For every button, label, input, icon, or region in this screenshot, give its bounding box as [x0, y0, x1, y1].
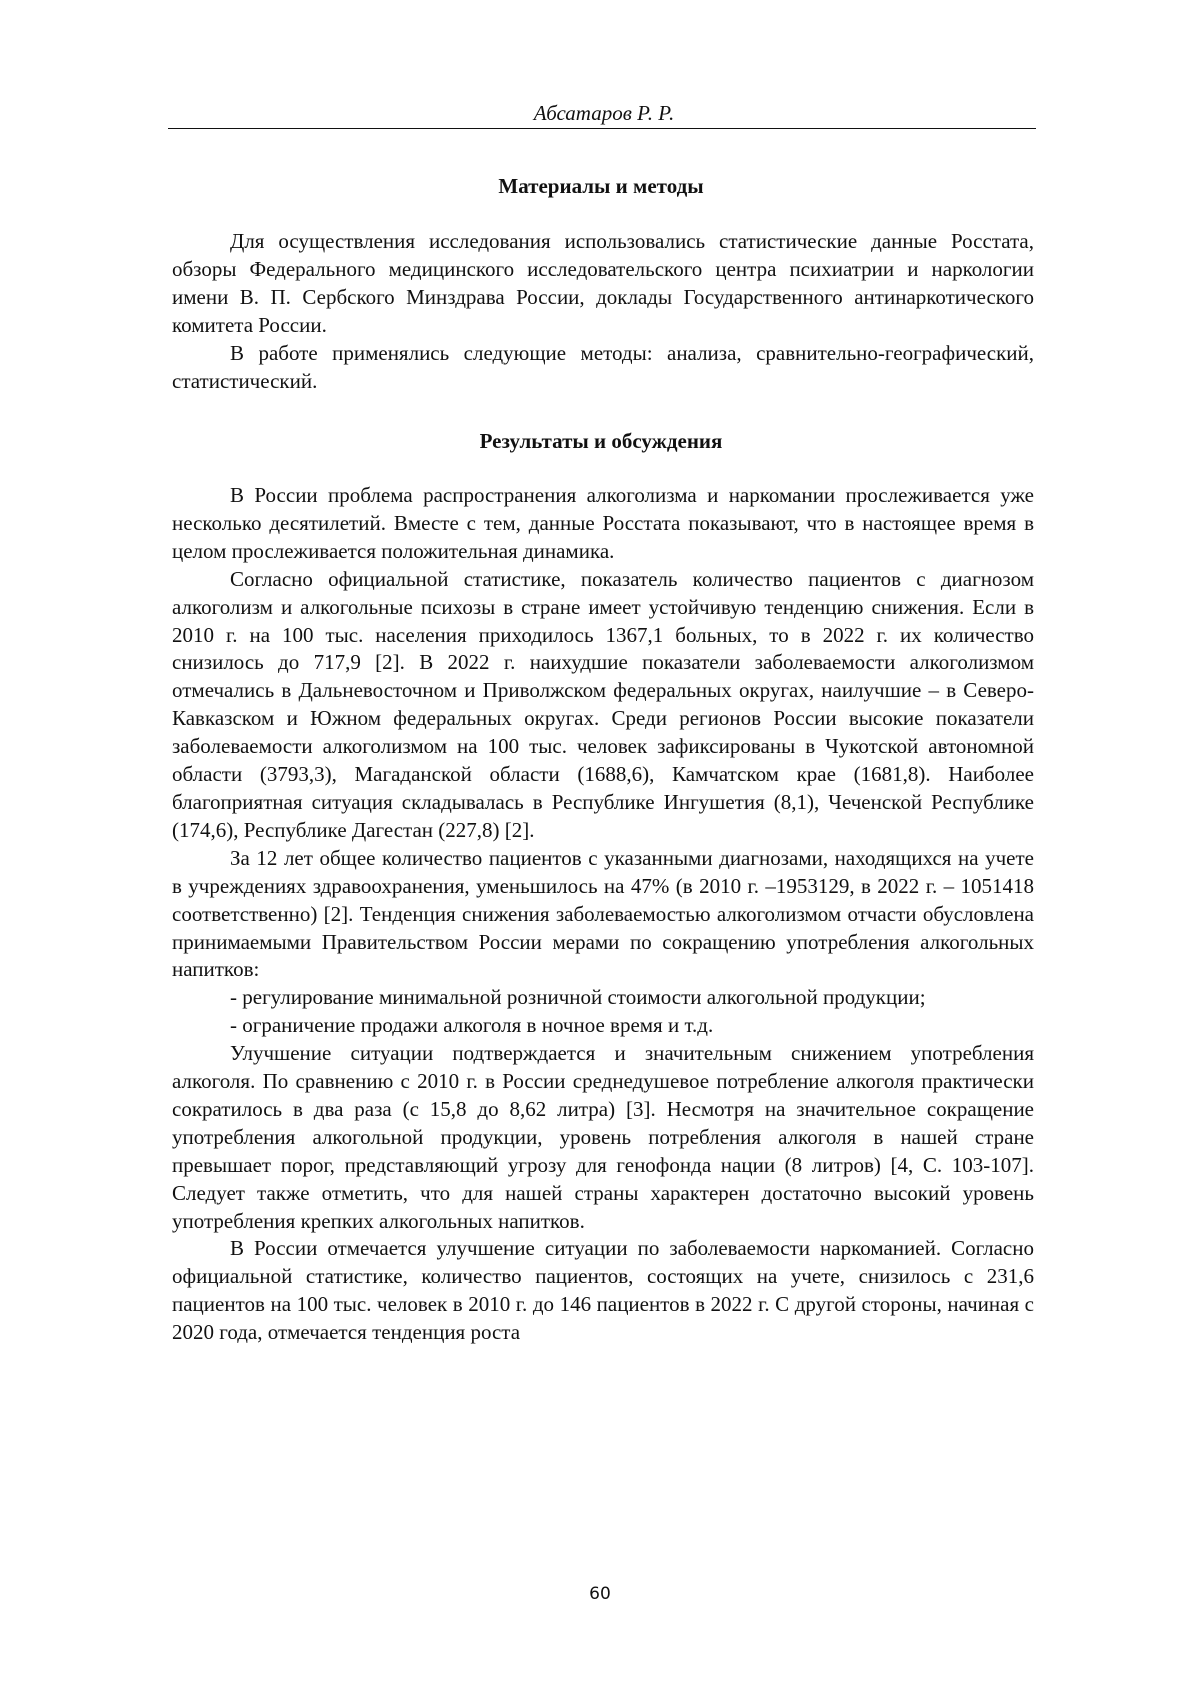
methods-paragraph-2: В работе применялись следующие методы: анализа, сравнительно-географический, статистический.: [172, 340, 1034, 393]
results-paragraph-2: Согласно официальной статистике, показатель количество пациентов с диагнозом алкоголизм и алкогольные психозы в стране имеет устойчивую тенденцию снижения. Если в 2010 г. на 100 тыс. населения приходилось 1367,1 больных, то в 2022 г. их количество снизилось до 717,9 [2]. В 2022 г. наихудшие показатели заболеваемости алкоголизмом отмечались в Дальневосточном и Приволжском федеральных округах, наилучшие – в Северо-Кавказском и Южном федеральных округах. Среди регионов России высокие показатели заболеваемости алкоголизмом на 100 тыс. человек зафиксированы в Чукотской автономной области (3793,3), Магаданской области (1688,6), Камчатском крае (1681,8). Наиболее благоприятная ситуация складывалась в Республике Ингушетия (8,1), Чеченской Республике (174,6), Республике Дагестан (227,8) [2].: [172, 566, 1034, 842]
results-list-item-2: - ограничение продажи алкоголя в ночное время и т.д.: [230, 1013, 714, 1038]
results-list-item-1: - регулирование минимальной розничной стоимости алкогольной продукции;: [230, 985, 926, 1010]
methods-body: [172, 228, 1034, 395]
section-title-methods: Материалы и методы: [498, 174, 704, 198]
section-title-results: Результаты и обсуждения: [479, 429, 723, 453]
page-number: 60: [589, 1584, 611, 1604]
results-paragraph-4: Улучшение ситуации подтверждается и значительным снижением употребления алкоголя. По сравнению с 2010 г. в России среднедушевое потребление алкоголя практически сократилось в два раза (с 15,8 до 8,62 литра) [3]. Несмотря на значительное сокращение употребления алкогольной продукции, уровень потребления алкоголя в нашей стране превышает порог, представляющий угрозу для генофонда нации (8 литров) [4, С. 103-107]. Следует также отметить, что для нашей страны характерен достаточно высокий уровень употребления крепких алкогольных напитков.: [172, 1041, 1034, 1233]
results-body: [172, 482, 1034, 1347]
methods-paragraph-1: Для осуществления исследования использовались статистические данные Росстата, обзоры Федерального медицинского исследовательского центра психиатрии и наркологии имени В. П. Сербского Минздрава России, доклады Государственного антинаркотического комитета России.: [172, 229, 1034, 337]
header-rule: [168, 128, 1036, 129]
running-head-author: Абсатаров Р. Р.: [533, 101, 675, 125]
results-paragraph-5: В России отмечается улучшение ситуации по заболеваемости наркоманией. Согласно официальной статистике, количество пациентов, состоящих на учете, снизилось с 231,6 пациентов на 100 тыс. человек в 2010 г. до 146 пациентов в 2022 г. С другой стороны, начиная с 2020 года, отмечается тенденция роста: [172, 1236, 1034, 1345]
results-paragraph-1: В России проблема распространения алкоголизма и наркомании прослеживается уже несколько десятилетий. Вместе с тем, данные Росстата показывают, что в настоящее время в целом прослеживается положительная динамика.: [172, 483, 1034, 563]
results-paragraph-3: За 12 лет общее количество пациентов с указанными диагнозами, находящихся на учете в учреждениях здравоохранения, уменьшилось на 47% (в 2010 г. –1953129, в 2022 г. – 1051418 соответственно) [2]. Тенденция снижения заболеваемостью алкоголизмом отчасти обусловлена принимаемыми Правительством России мерами по сокращению употребления алкогольных напитков:: [172, 845, 1034, 982]
